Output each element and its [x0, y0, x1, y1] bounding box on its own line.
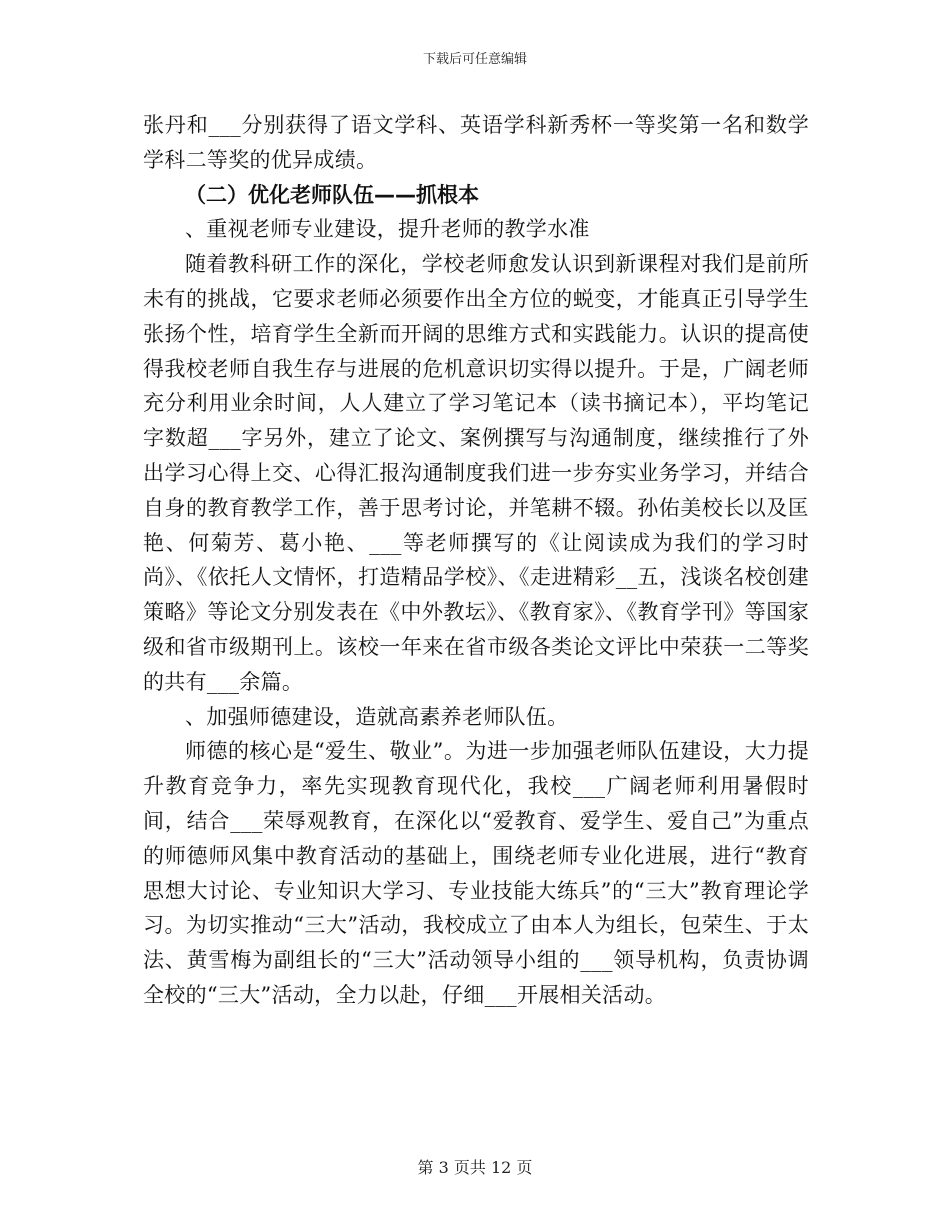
paragraph-teaching-research: 随着教科研工作的深化，学校老师愈发认识到新课程对我们是前所未有的挑战，它要求老师必须要作出全方位的蜕变，才能真正引导学生张扬个性，培育学生全新而开阔的思维方式和实践能力。认识的提高使得我校老师自我生存与进展的危机意识切实得以提升。于是，广阔老师充分利用业余时间，人人建立了学习笔记本（读书摘记本），平均笔记字数超___字另外，建立了论文、案例撰写与沟通制度，继续推行了外出学习心得上交、心得汇报沟通制度我们进一步夯实业务学习，并结合自身的教育教学工作，善于思考讨论，并笔耕不辍。孙佑美校长以及匡艳、何菊芳、葛小艳、___等老师撰写的《让阅读成为我们的学习时尚》、《依托人文情怀，打造精品学校》、《走进精彩__五，浅谈名校创建策略》等论文分别发表在《中外教坛》、《教育家》、《教育学刊》等国家级和省市级期刊上。该校一年来在省市级各类论文评比中荣获一二等奖的共有___余篇。 [143, 252, 809, 694]
page-header: 下载后可任意编辑 [422, 52, 527, 67]
subheading-professional-building: 、重视老师专业建设，提升老师的教学水准 [185, 217, 590, 242]
paragraph-teacher-ethics: 师德的核心是“爱生、敬业”。为进一步加强老师队伍建设，大力提升教育竞争力，率先实现教育现代化，我校___广阔老师利用暑假时间，结合___荣辱观教育，在深化以“爱教育、爱学生、爱自己”为重点的师德师风集中教育活动的基础上，围绕老师专业化进展，进行“教育思想大讨论、专业知识大学习、专业技能大练兵”的“三大”教育理论学习。为切实推动“三大”活动，我校成立了由本人为组长，包荣生、于太法、黄雪梅为副组长的“三大”活动领导小组的___领导机构，负责协调全校的“三大”活动，全力以赴，仔细___开展相关活动。 [143, 739, 809, 1007]
document-body [143, 108, 809, 1013]
subheading-ethics-building: 、加强师德建设，造就高素养老师队伍。 [185, 704, 569, 729]
page-number-footer: 第 3 页共 12 页 [417, 1158, 533, 1177]
paragraph-award-results: 张丹和___分别获得了语文学科、英语学科新秀杯一等奖第一名和数学学科二等奖的优异成绩。 [143, 113, 809, 172]
section-heading-teacher-team: （二）优化老师队伍——抓根本 [185, 182, 479, 207]
